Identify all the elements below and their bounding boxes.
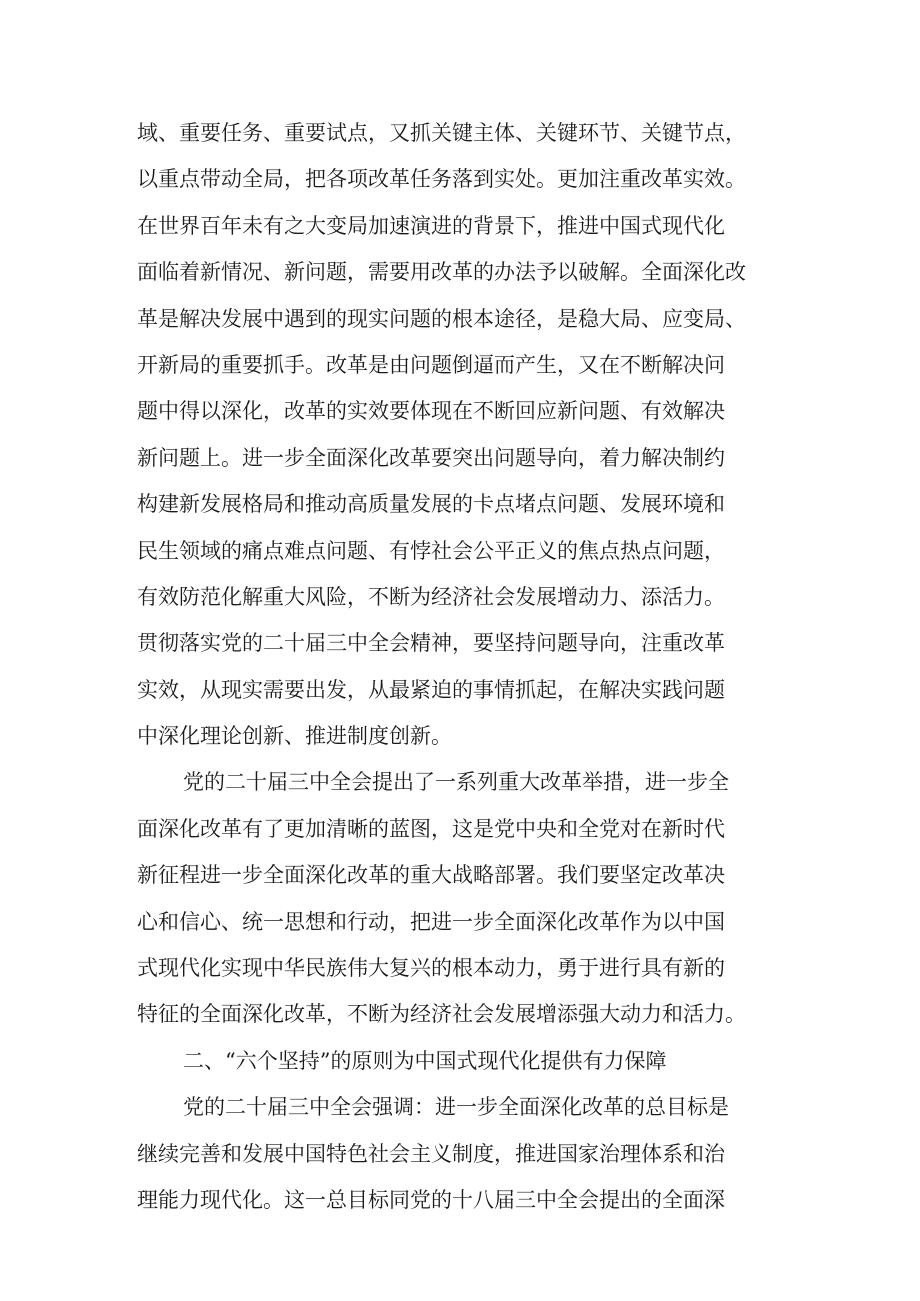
text-line: 有效防范化解重大风险，不断为经济社会发展增动力、添活力。	[137, 584, 725, 609]
text-line: 贯彻落实党的二十届三中全会精神，要坚持问题导向，注重改革	[137, 631, 725, 656]
text-line: 在世界百年未有之大变局加速演进的背景下，推进中国式现代化	[137, 213, 725, 238]
text-line: 继续完善和发展中国特色社会主义制度，推进国家治理体系和治	[137, 1141, 725, 1166]
text-line: 党的二十届三中全会强调：进一步全面深化改革的总目标是	[183, 1095, 729, 1120]
text-line: 新问题上。进一步全面深化改革要突出问题导向，着力解决制约	[137, 445, 725, 470]
text-line: 革是解决发展中遇到的现实问题的根本途径，是稳大局、应变局、	[137, 306, 746, 331]
text-line: 域、重要任务、重要试点，又抓关键主体、关键环节、关键节点，	[137, 121, 746, 145]
text-line: 民生领域的痛点难点问题、有悖社会公平正义的焦点热点问题，	[137, 538, 725, 563]
text-line: 面临着新情况、新问题，需要用改革的办法予以破解。全面深化改	[137, 260, 746, 285]
text-line: 党的二十届三中全会提出了一系列重大改革举措，进一步全	[183, 770, 729, 795]
text-line: 式现代化实现中华民族伟大复兴的根本动力，勇于进行具有新的	[137, 956, 725, 981]
text-line: 构建新发展格局和推动高质量发展的卡点堵点问题、发展环境和	[137, 492, 725, 517]
text-line: 中深化理论创新、推进制度创新。	[137, 724, 452, 749]
text-line: 面深化改革有了更加清晰的蓝图，这是党中央和全党对在新时代	[137, 816, 725, 841]
text-line: 实效，从现实需要出发，从最紧迫的事情抓起，在解决实践问题	[137, 677, 725, 702]
text-line: 以重点带动全局，把各项改革任务落到实处。更加注重改革实效。	[137, 167, 746, 192]
text-line: 理能力现代化。这一总目标同党的十八届三中全会提出的全面深	[137, 1187, 725, 1212]
text-line: 心和信心、统一思想和行动，把进一步全面深化改革作为以中国	[137, 909, 725, 934]
text-line: 二、“六个坚持”的原则为中国式现代化提供有力保障	[183, 1048, 667, 1073]
text-line: 新征程进一步全面深化改革的重大战略部署。我们要坚定改革决	[137, 863, 725, 888]
document-body	[137, 110, 797, 1223]
text-line: 特征的全面深化改革，不断为经济社会发展增添强大动力和活力。	[137, 1002, 746, 1027]
text-line: 题中得以深化，改革的实效要体现在不断回应新问题、有效解决	[137, 399, 725, 424]
text-line: 开新局的重要抓手。改革是由问题倒逼而产生，又在不断解决问	[137, 352, 725, 377]
